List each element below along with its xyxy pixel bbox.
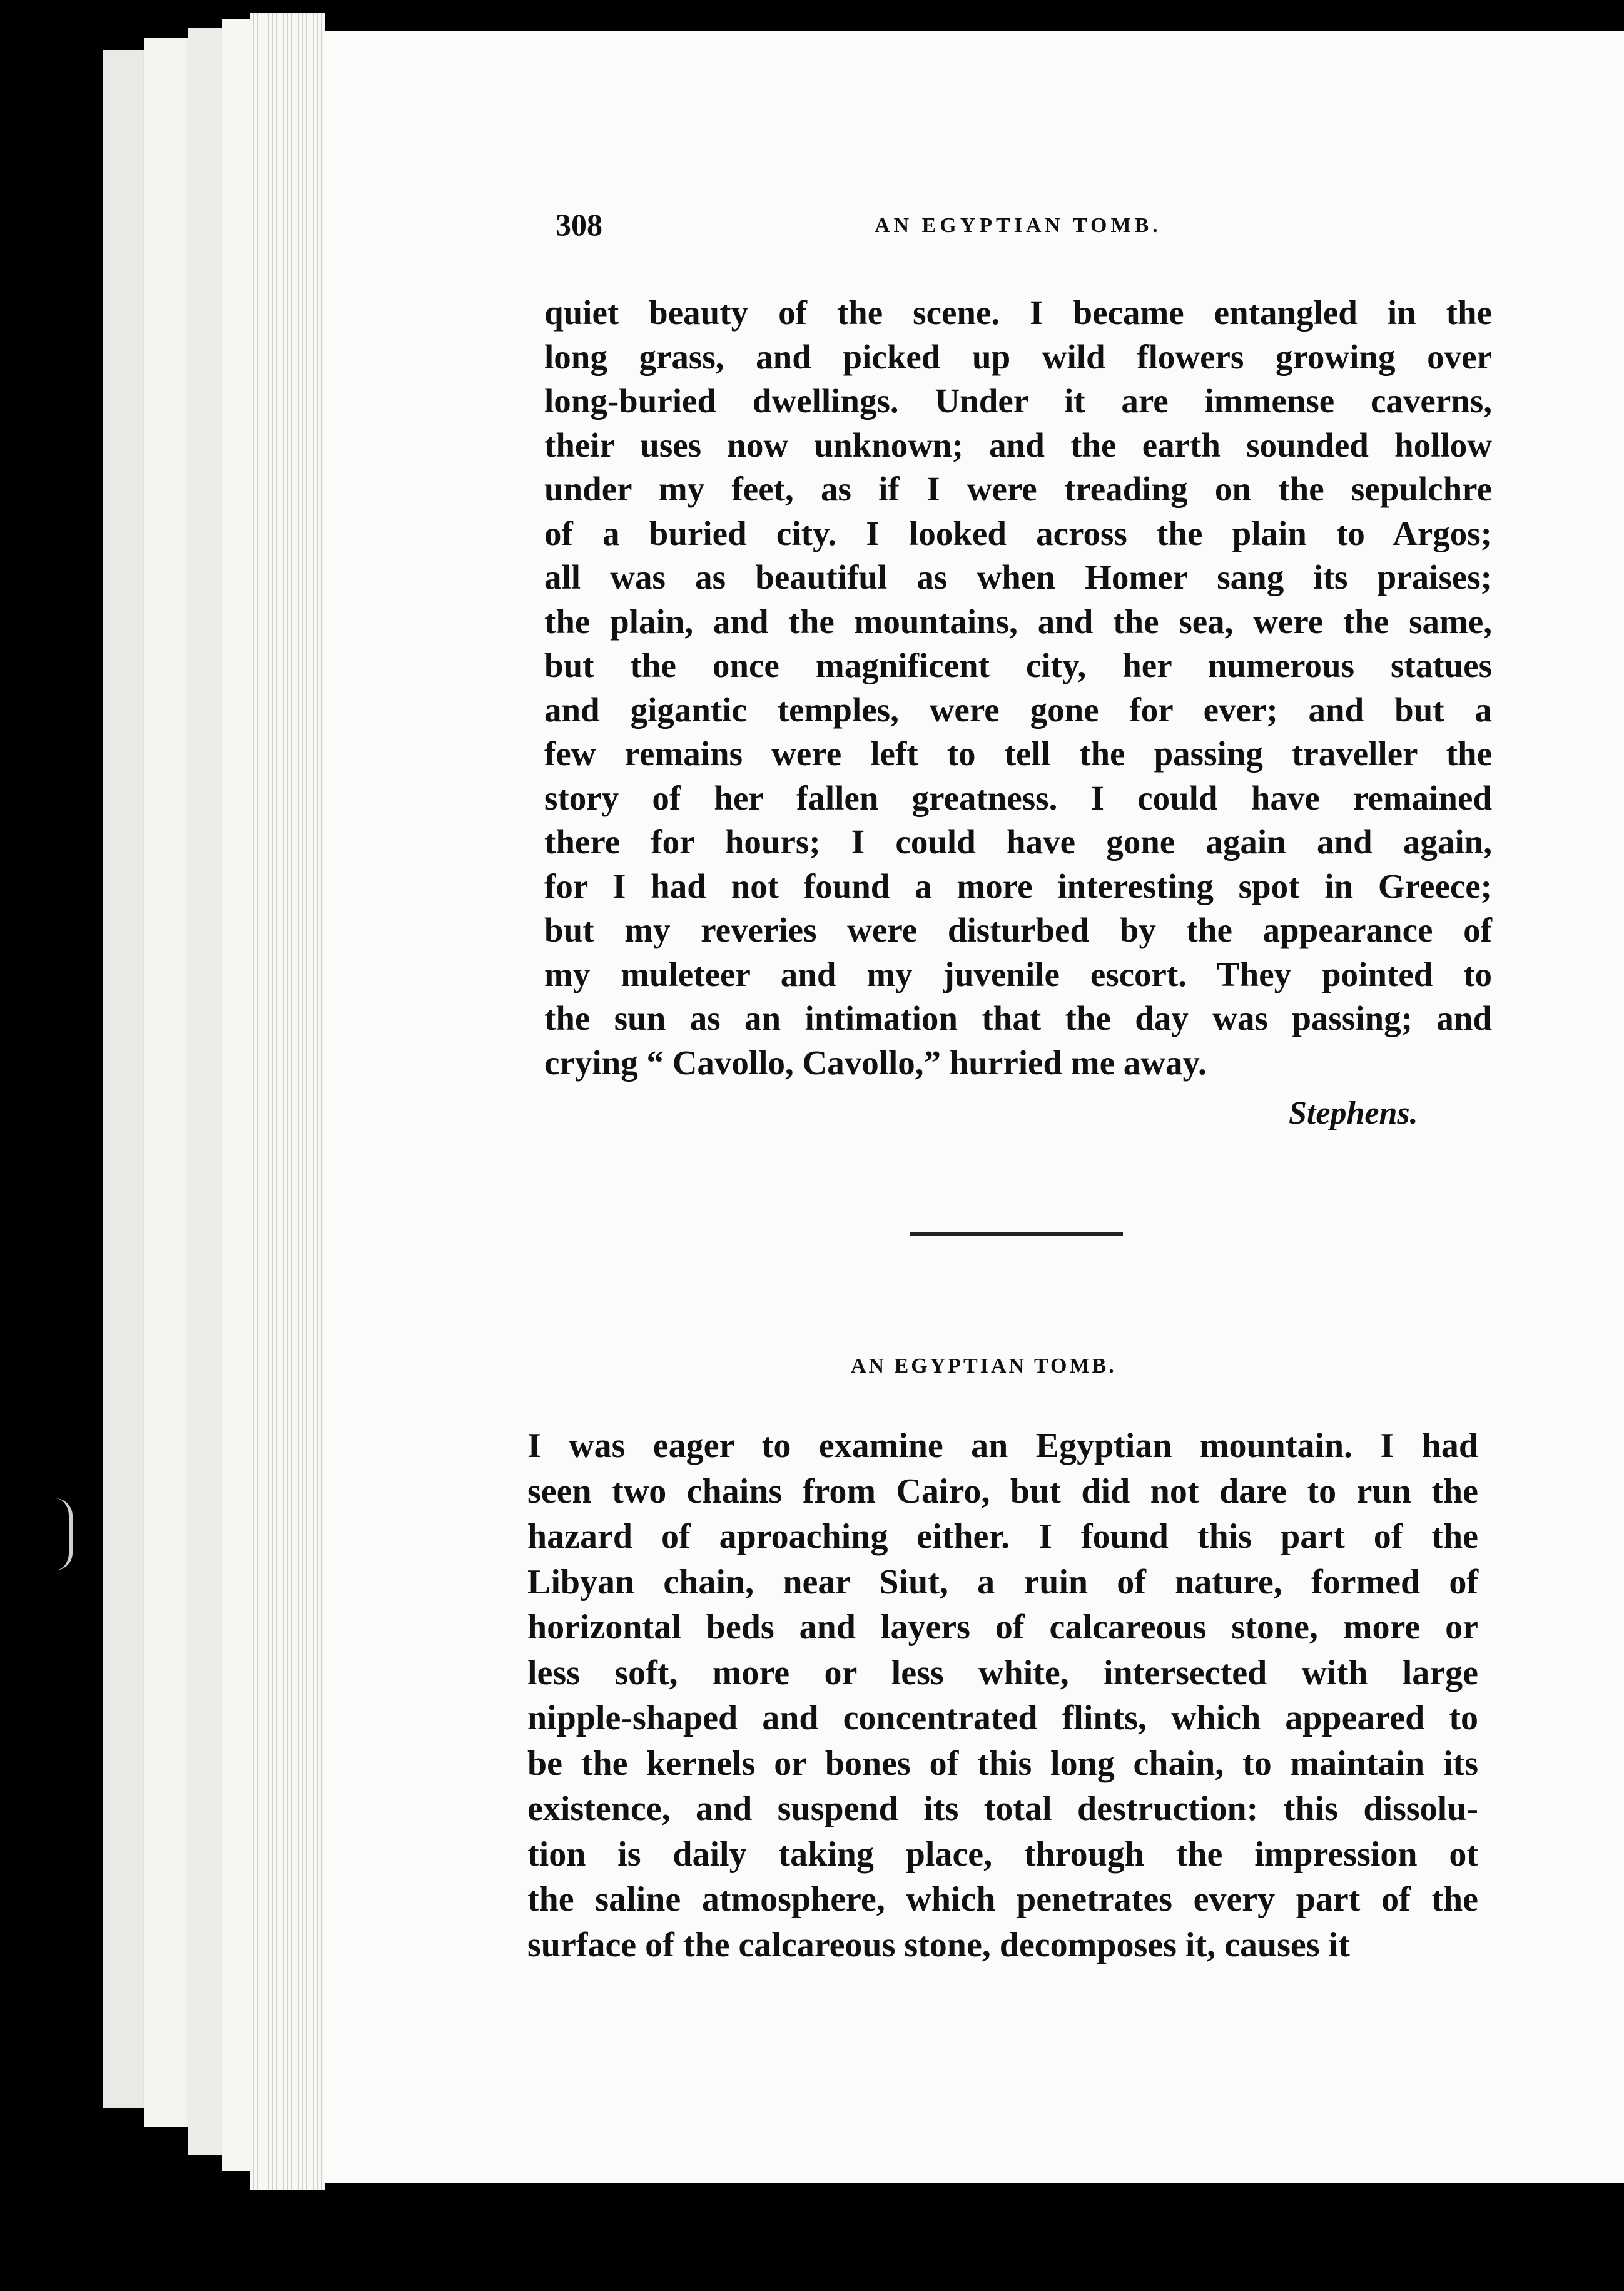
page-edge <box>103 50 147 2108</box>
text-line: the sun as an intimation that the day was passing; and <box>544 999 1492 1037</box>
text-line: crying “ Cavollo, Cavollo,” hurried me away. <box>544 1043 1207 1082</box>
section-divider <box>910 1232 1123 1236</box>
page-edge <box>188 28 225 2155</box>
text-line: few remains were left to tell the passing traveller the <box>544 734 1492 773</box>
text-line: less soft, more or less white, intersected with large <box>527 1653 1478 1692</box>
text-line: there for hours; I could have gone again and again, <box>544 823 1492 861</box>
running-head <box>556 206 1494 250</box>
section-heading: AN EGYPTIAN TOMB. <box>851 1354 1117 1378</box>
text-line: Libyan chain, near Siut, a ruin of nature, formed of <box>527 1562 1478 1602</box>
text-line: story of her fallen greatness. I could have remained <box>544 778 1492 817</box>
text-line: long grass, and picked up wild flowers growing over <box>544 337 1492 376</box>
text-line: my muleteer and my juvenile escort. They pointed to <box>544 955 1492 993</box>
text-line: all was as beautiful as when Homer sang its praises; <box>544 558 1492 596</box>
page-stack-edges <box>250 13 325 2190</box>
top-passage <box>544 291 1492 1085</box>
text-line: the plain, and the mountains, and the sea, were the same, <box>544 602 1492 641</box>
header-title: AN EGYPTIAN TOMB. <box>875 214 1162 237</box>
text-line: horizontal beds and layers of calcareous stone, more or <box>527 1608 1478 1647</box>
scan-artifact <box>55 1498 73 1570</box>
page-edge <box>144 38 188 2127</box>
page-edge <box>222 19 253 2171</box>
section-passage <box>527 1423 1478 1968</box>
scan-artifact <box>1561 0 1599 13</box>
text-line: surface of the calcareous stone, decomposes it, causes it <box>527 1925 1350 1964</box>
text-line: quiet beauty of the scene. I became entangled in the <box>544 293 1492 332</box>
text-line: existence, and suspend its total destruction: this dissolu- <box>527 1789 1478 1828</box>
text-line: but my reveries were disturbed by the appearance of <box>544 911 1492 949</box>
text-line: under my feet, as if I were treading on the sepulchre <box>544 470 1492 508</box>
text-line: I was eager to examine an Egyptian mountain. I had <box>527 1426 1478 1465</box>
text-line: but the once magnificent city, her numerous statues <box>544 646 1492 684</box>
text-line: their uses now unknown; and the earth sounded hollow <box>544 425 1492 464</box>
page-number: 308 <box>556 207 602 242</box>
text-line: seen two chains from Cairo, but did not dare to run the <box>527 1471 1478 1511</box>
attribution: Stephens. <box>1289 1095 1418 1131</box>
text-line: of a buried city. I looked across the plain to Argos; <box>544 514 1492 552</box>
text-line: and gigantic temples, were gone for ever; and but a <box>544 690 1492 729</box>
text-line: long-buried dwellings. Under it are immense caverns, <box>544 382 1492 420</box>
text-line: nipple-shaped and concentrated flints, which appeared to <box>527 1699 1478 1737</box>
text-line: for I had not found a more interesting spot in Greece; <box>544 866 1492 905</box>
text-line: hazard of aproaching either. I found this part of the <box>527 1517 1478 1556</box>
text-line: tion is daily taking place, through the impression ot <box>527 1834 1478 1874</box>
text-line: be the kernels or bones of this long chain, to maintain its <box>527 1744 1478 1783</box>
text-line: the saline atmosphere, which penetrates every part of the <box>527 1880 1478 1919</box>
